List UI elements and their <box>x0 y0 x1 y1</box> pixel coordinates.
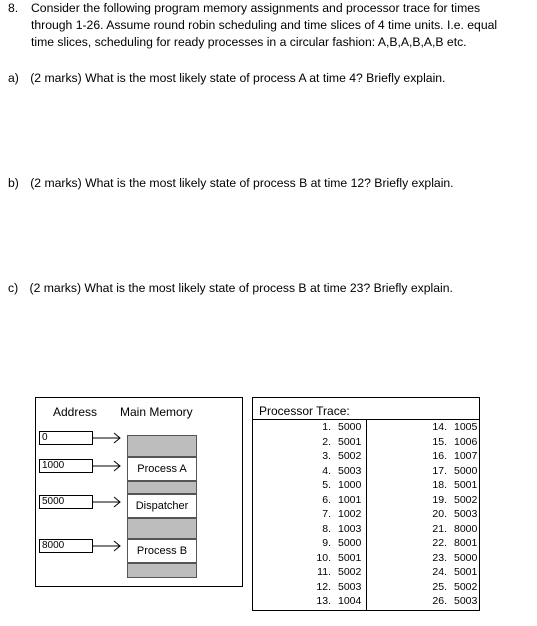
trace-step-number: 2. <box>322 435 331 448</box>
address-box: 5000 <box>39 495 93 509</box>
trace-address: 5002 <box>454 493 478 506</box>
subquestion-a <box>8 70 445 86</box>
subquestion-text: (2 marks) What is the most likely state of process B at time 12? Briefly explain. <box>30 176 454 190</box>
trace-step-number: 14. <box>432 421 447 433</box>
memory-diagram <box>35 397 243 587</box>
trace-step-number: 7. <box>322 508 331 520</box>
trace-address: 5003 <box>454 508 478 520</box>
address-header: Address <box>53 405 98 419</box>
trace-step-number: 10. <box>316 551 331 564</box>
trace-step-number: 11. <box>317 566 331 578</box>
trace-address: 5002 <box>454 580 478 593</box>
trace-address: 5001 <box>454 479 478 491</box>
question-line: time slices, scheduling for ready processes in a circular fashion: A,B,A,B,A,B etc. <box>31 35 467 49</box>
trace-address: 8001 <box>454 537 478 549</box>
arrow-icon <box>93 497 120 507</box>
trace-step-number: 18. <box>432 479 447 491</box>
trace-step-number: 17. <box>432 464 447 477</box>
trace-address: 5000 <box>338 421 362 433</box>
trace-address: 5001 <box>338 435 362 448</box>
arrow-icon <box>93 541 120 551</box>
trace-address: 1000 <box>338 479 362 491</box>
trace-address: 1005 <box>454 421 478 433</box>
question-line: Consider the following program memory assignments and processor trace for times <box>31 1 481 15</box>
trace-step-number: 20. <box>432 508 447 520</box>
trace-step-number: 8. <box>322 522 331 535</box>
trace-address: 5000 <box>454 464 478 477</box>
trace-step-number: 24. <box>432 566 447 578</box>
trace-step-number: 19. <box>432 493 447 506</box>
trace-step-number: 6. <box>322 493 331 506</box>
trace-address: 8000 <box>454 522 478 535</box>
trace-column-right <box>367 421 479 611</box>
subquestion-text: (2 marks) What is the most likely state of process A at time 4? Briefly explain. <box>30 71 446 85</box>
memory-gap <box>127 481 197 494</box>
memory-block-process-a: Process A <box>127 457 197 481</box>
question-line: through 1-26. Assume round robin scheduling and time slices of 4 time units. I.e. equal <box>31 18 498 32</box>
processor-trace <box>252 397 480 611</box>
subquestion-text: (2 marks) What is the most likely state of process B at time 23? Briefly explain. <box>29 281 453 295</box>
trace-column-left <box>253 421 366 611</box>
trace-step-number: 26. <box>432 595 447 607</box>
trace-address: 1002 <box>338 508 362 520</box>
memory-block-dispatcher: Dispatcher <box>127 494 197 518</box>
trace-step-number: 5. <box>322 479 331 491</box>
trace-step-number: 25. <box>432 580 447 593</box>
subquestion-label: a) <box>8 71 19 85</box>
trace-title: Processor Trace: <box>259 404 350 418</box>
trace-step-number: 9. <box>322 537 331 549</box>
memory-gap <box>127 435 197 457</box>
memory-gap <box>127 563 197 578</box>
trace-address: 5003 <box>338 464 362 477</box>
trace-address: 5001 <box>338 551 362 564</box>
address-box: 8000 <box>39 539 93 553</box>
question-text <box>31 0 531 51</box>
subquestion-b <box>8 175 454 191</box>
arrow-icon <box>93 461 120 471</box>
trace-step-number: 15. <box>432 435 447 448</box>
trace-step-number: 3. <box>322 450 331 462</box>
trace-address: 1007 <box>454 450 478 462</box>
trace-address: 5002 <box>338 566 362 578</box>
trace-address: 1003 <box>338 522 362 535</box>
trace-step-number: 12. <box>316 580 331 593</box>
trace-address: 1001 <box>338 493 362 506</box>
trace-address: 1006 <box>454 435 478 448</box>
subquestion-label: c) <box>8 281 19 295</box>
main-memory-header: Main Memory <box>120 405 193 419</box>
trace-address: 5003 <box>338 580 362 593</box>
trace-address: 1004 <box>338 595 362 607</box>
trace-address: 5000 <box>338 537 362 549</box>
trace-step-number: 16. <box>432 450 447 462</box>
arrow-icon <box>93 433 120 443</box>
trace-address: 5001 <box>454 566 478 578</box>
address-box: 0 <box>39 431 93 445</box>
memory-block-process-b: Process B <box>127 539 197 563</box>
memory-gap <box>127 518 197 539</box>
subquestion-label: b) <box>8 176 19 190</box>
trace-step-number: 22. <box>432 537 447 549</box>
trace-address: 5002 <box>338 450 362 462</box>
trace-step-number: 1. <box>322 421 331 433</box>
subquestion-c <box>8 280 453 296</box>
trace-step-number: 21. <box>432 522 447 535</box>
trace-address: 5000 <box>454 551 478 564</box>
trace-step-number: 4. <box>322 464 331 477</box>
question-number: 8. <box>8 1 19 15</box>
trace-step-number: 23. <box>432 551 447 564</box>
trace-step-number: 13. <box>316 595 331 607</box>
trace-address: 5003 <box>454 595 478 607</box>
address-box: 1000 <box>39 459 93 473</box>
